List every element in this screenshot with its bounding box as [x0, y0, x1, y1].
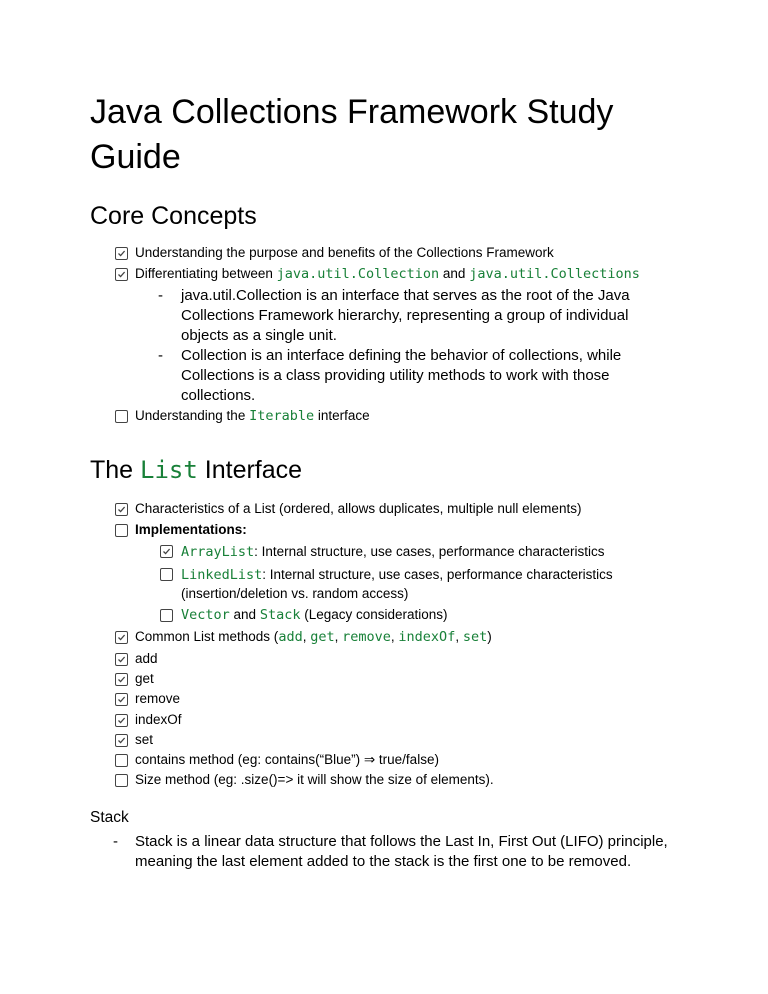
- method-item-indexof: indexOf: [135, 712, 182, 727]
- method-item-add: add: [135, 651, 158, 666]
- implementations-label: Implementations:: [135, 522, 247, 537]
- impl-item-vector-stack: [181, 605, 448, 625]
- core-item-purpose: Understanding the purpose and benefits of the Collections Framework: [135, 245, 554, 260]
- text: Interface: [197, 456, 303, 484]
- checkbox-checked[interactable]: [115, 673, 128, 686]
- bullet-collections-line-3: collections.: [181, 387, 256, 404]
- text: and: [439, 266, 470, 281]
- method-item-contains: contains method (eg: contains(“Blue”) ⇒ true/false): [135, 752, 439, 767]
- check-icon: [162, 547, 171, 556]
- document-title: Java Collections Framework Study Guide: [90, 93, 614, 176]
- checkbox-unchecked[interactable]: [115, 754, 128, 767]
- checkbox-checked[interactable]: [115, 714, 128, 727]
- checkbox-unchecked[interactable]: [160, 609, 173, 622]
- dash-bullet: -: [158, 287, 163, 304]
- checkbox-unchecked[interactable]: [115, 524, 128, 537]
- impl-item-arraylist: [181, 542, 605, 562]
- text: interface: [314, 408, 370, 423]
- section-heading-core-concepts: Core Concepts: [90, 202, 257, 230]
- check-icon: [117, 655, 126, 664]
- checkbox-unchecked[interactable]: [115, 410, 128, 423]
- impl-item-linkedlist: [181, 565, 613, 585]
- text: (Legacy considerations): [300, 607, 448, 622]
- section-heading-list-interface: [90, 455, 302, 485]
- stack-description-line-1: Stack is a linear data structure that follows the Last In, First Out (LIFO) principle,: [135, 833, 668, 850]
- checkbox-unchecked[interactable]: [115, 774, 128, 787]
- dash-bullet: -: [113, 833, 118, 850]
- code-java-util-collection: java.util.Collection: [276, 266, 440, 282]
- checkbox-checked[interactable]: [115, 268, 128, 281]
- impl-item-linkedlist-line-2: (insertion/deletion vs. random access): [181, 586, 409, 601]
- code-list: List: [140, 456, 198, 484]
- text: Common List methods (: [135, 629, 279, 644]
- dash-bullet: -: [158, 347, 163, 364]
- check-icon: [117, 716, 126, 725]
- code-vector: Vector: [181, 607, 230, 623]
- text: Understanding the: [135, 408, 250, 423]
- bullet-collections-line-1: Collection is an interface defining the behavior of collections, while: [181, 347, 622, 364]
- code-stack: Stack: [259, 607, 301, 623]
- check-icon: [117, 675, 126, 684]
- checkbox-checked[interactable]: [115, 693, 128, 706]
- code-add: add: [278, 629, 303, 645]
- code-indexof: indexOf: [398, 629, 456, 645]
- checkbox-checked[interactable]: [115, 247, 128, 260]
- check-icon: [117, 633, 126, 642]
- code-get: get: [310, 629, 335, 645]
- stack-description-line-2: meaning the last element added to the stack is the first one to be removed.: [135, 853, 632, 870]
- code-remove: remove: [342, 629, 391, 645]
- text: : Internal structure, use cases, performance characteristics: [262, 567, 613, 582]
- core-item-iterable: [135, 406, 370, 426]
- text: ): [487, 629, 492, 644]
- code-set: set: [462, 629, 488, 645]
- code-java-util-collections: java.util.Collections: [469, 266, 640, 282]
- method-item-size: Size method (eg: .size()=> it will show the size of elements).: [135, 772, 494, 787]
- text: Differentiating between: [135, 266, 277, 281]
- check-icon: [117, 736, 126, 745]
- bullet-collection-line-2: Collections Framework hierarchy, representing a group of individual: [181, 307, 629, 324]
- checkbox-checked[interactable]: [115, 734, 128, 747]
- list-item-common-methods: Common List methods (add, get, remove, indexOf, set): [135, 629, 492, 645]
- subheading-stack: Stack: [90, 809, 129, 826]
- check-icon: [117, 249, 126, 258]
- text: and: [229, 607, 260, 622]
- checkbox-checked[interactable]: [160, 545, 173, 558]
- text: The: [90, 456, 141, 484]
- bullet-collection-line-1: java.util.Collection is an interface that serves as the root of the Java: [181, 287, 630, 304]
- bullet-collections-line-2: Collections is a class providing utility methods to work with those: [181, 367, 610, 384]
- checkbox-checked[interactable]: [115, 503, 128, 516]
- checkbox-checked[interactable]: [115, 653, 128, 666]
- checkbox-checked[interactable]: [115, 631, 128, 644]
- check-icon: [117, 695, 126, 704]
- core-item-differentiating: [135, 264, 640, 284]
- checkbox-unchecked[interactable]: [160, 568, 173, 581]
- code-arraylist: ArrayList: [181, 544, 255, 560]
- text: : Internal structure, use cases, performance characteristics: [254, 544, 605, 559]
- list-item-characteristics: Characteristics of a List (ordered, allows duplicates, multiple null elements): [135, 501, 582, 516]
- method-item-remove: remove: [135, 691, 181, 706]
- bullet-collection-line-3: objects as a single unit.: [181, 327, 337, 344]
- method-item-get: get: [135, 671, 154, 686]
- code-linkedlist: LinkedList: [181, 567, 263, 583]
- check-icon: [117, 270, 126, 279]
- method-item-set: set: [135, 732, 154, 747]
- list-item-implementations: [135, 520, 247, 540]
- check-icon: [117, 505, 126, 514]
- code-iterable: Iterable: [249, 408, 315, 424]
